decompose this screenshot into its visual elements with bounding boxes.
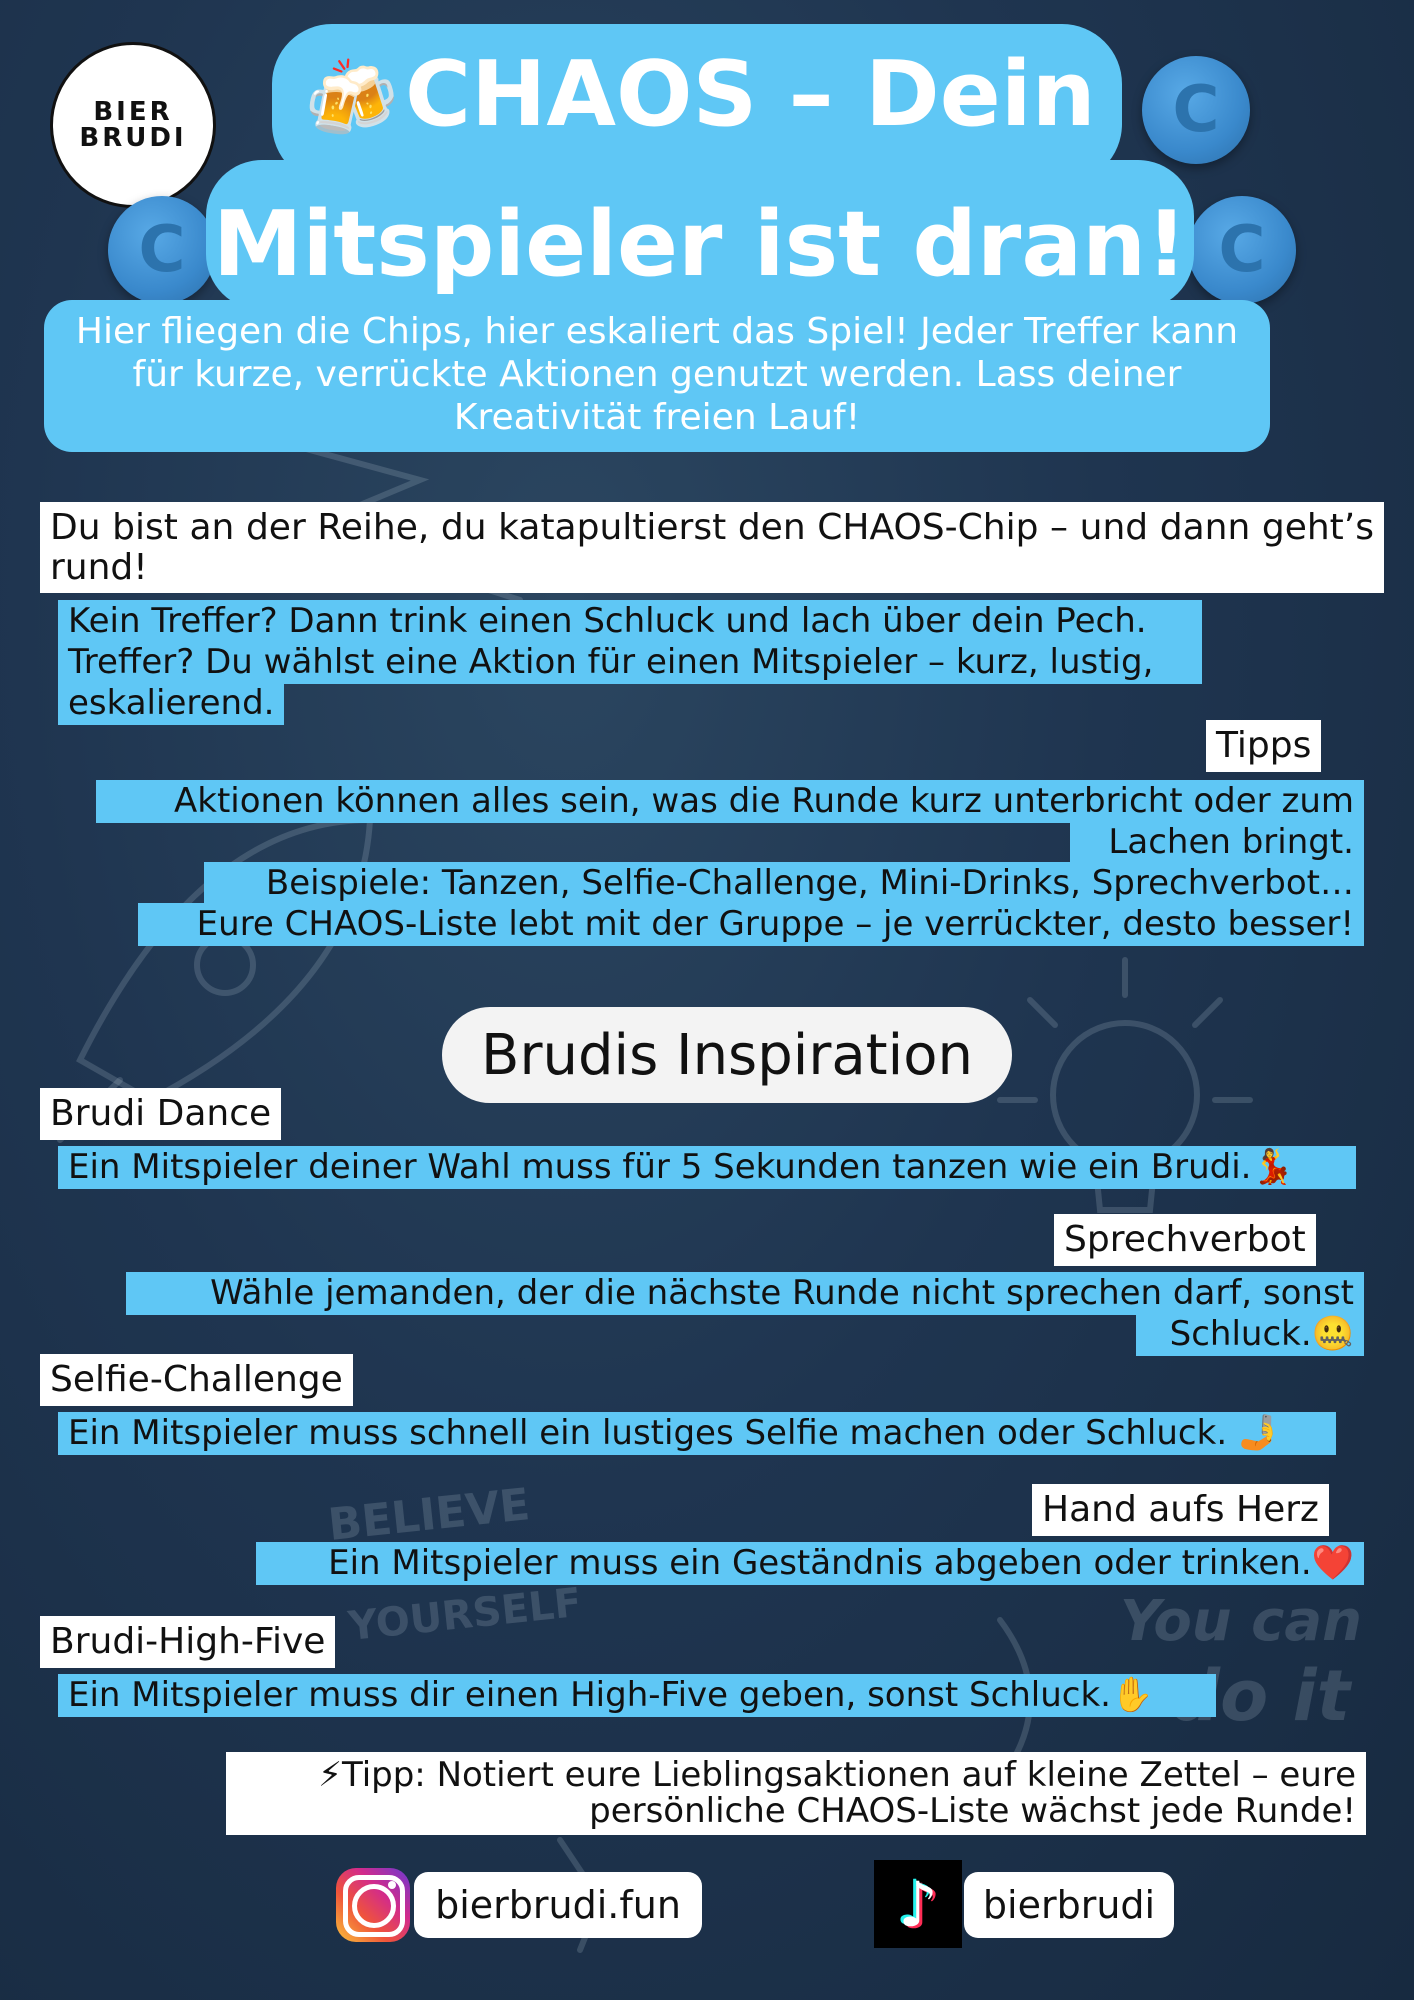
- svg-text:You can: You can: [1120, 1589, 1363, 1654]
- final-tip: [226, 1752, 1366, 1835]
- tip-line-2: Lachen bringt.: [1070, 821, 1364, 864]
- logo-text-bier: BIER: [93, 97, 173, 127]
- final-tip-line2: persönliche CHAOS-Liste wächst jede Runde!: [589, 1790, 1356, 1831]
- tips-heading: Tipps: [1206, 720, 1321, 772]
- action-text-selfie-challenge: Ein Mitspieler muss schnell ein lustiges Selfie machen oder Schluck. 🤳: [58, 1412, 1336, 1455]
- subtitle: Hier fliegen die Chips, hier eskaliert das Spiel! Jeder Treffer kann für kurze, verrückte Aktionen genutzt werden. Lass deiner Kreativität freien Lauf!: [75, 311, 1239, 439]
- tiktok-note-glyph: ♪: [898, 1867, 938, 1941]
- action-text-sprechverbot-cont: Schluck.🤐: [1136, 1313, 1364, 1356]
- inspiration-heading: Brudis Inspiration: [442, 1007, 1012, 1103]
- rule-no-hit: Kein Treffer? Dann trink einen Schluck und lach über dein Pech.: [58, 600, 1202, 643]
- page-title-text-line1: CHAOS – Dein: [404, 42, 1096, 147]
- logo-text-brudi: BRUDI: [79, 123, 187, 153]
- svg-text:do it: do it: [1170, 1655, 1351, 1737]
- intro-text: Du bist an der Reihe, du katapultierst den CHAOS-Chip – und dann geht’s rund!: [40, 502, 1384, 593]
- tip-line-1: Aktionen können alles sein, was die Runde kurz unterbricht oder zum: [96, 780, 1364, 823]
- action-title-selfie-challenge: Selfie-Challenge: [40, 1354, 353, 1406]
- chaos-chip-icon: [108, 196, 216, 304]
- final-tip-line1: ⚡Tipp: Notiert eure Lieblingsaktionen auf kleine Zettel – eure: [318, 1755, 1356, 1795]
- chaos-chip-icon: [1142, 56, 1250, 164]
- action-text-sprechverbot: Wähle jemanden, der die nächste Runde nicht sprechen darf, sonst: [126, 1272, 1364, 1315]
- action-title-brudi-dance: Brudi Dance: [40, 1088, 281, 1140]
- bierbrudi-logo: [50, 42, 216, 208]
- page-title-line2: Mitspieler ist dran!: [212, 192, 1188, 297]
- chaos-chip-icon: [1188, 196, 1296, 304]
- instagram-handle-link[interactable]: bierbrudi.fun: [414, 1872, 702, 1938]
- action-title-sprechverbot: Sprechverbot: [1054, 1214, 1316, 1266]
- action-text-brudi-dance: Ein Mitspieler deiner Wahl muss für 5 Sekunden tanzen wie ein Brudi.💃: [58, 1146, 1356, 1189]
- tip-line-4: Eure CHAOS-Liste lebt mit der Gruppe – je verrückter, desto besser!: [138, 903, 1364, 946]
- svg-text:YOURSELF: YOURSELF: [346, 1579, 584, 1650]
- page-title-line1: [280, 42, 1120, 147]
- action-title-hand-aufs-herz: Hand aufs Herz: [1032, 1484, 1329, 1536]
- svg-text:BELIEVE: BELIEVE: [325, 1479, 533, 1551]
- rule-hit: Treffer? Du wählst eine Aktion für einen Mitspieler – kurz, lustig,: [58, 641, 1202, 684]
- action-text-brudi-high-five: Ein Mitspieler muss dir einen High-Five geben, sonst Schluck.✋: [58, 1674, 1216, 1717]
- action-text-hand-aufs-herz: Ein Mitspieler muss ein Geständnis abgeben oder trinken.❤️: [256, 1542, 1364, 1585]
- instagram-icon[interactable]: [336, 1868, 410, 1942]
- tip-line-3: Beispiele: Tanzen, Selfie-Challenge, Mini-Drinks, Sprechverbot…: [204, 862, 1364, 905]
- tiktok-icon[interactable]: [874, 1860, 962, 1948]
- action-title-brudi-high-five: Brudi-High-Five: [40, 1616, 335, 1668]
- beer-mugs-icon: 🍻: [304, 54, 399, 143]
- tiktok-handle-link[interactable]: bierbrudi: [964, 1872, 1174, 1938]
- rule-hit-cont: eskalierend.: [58, 682, 284, 725]
